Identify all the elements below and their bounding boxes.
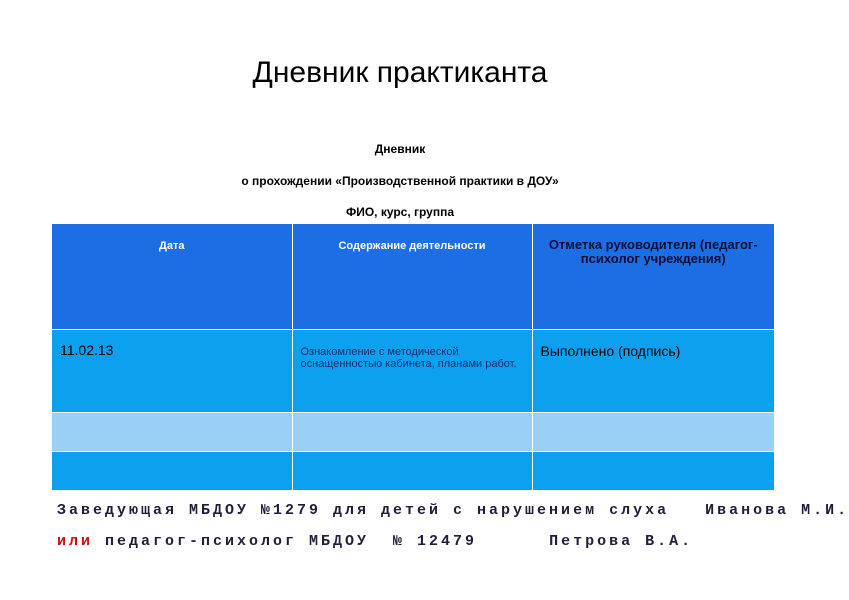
table-cell-content bbox=[292, 413, 532, 452]
diary-table bbox=[52, 224, 774, 490]
psychologist-position: педагог-психолог МБДОУ № 12479 bbox=[93, 533, 478, 550]
psychologist-name: Петрова В.А. bbox=[549, 533, 694, 550]
table-cell-mark bbox=[532, 452, 774, 491]
column-header-date: Дата bbox=[52, 224, 292, 330]
footer-line-head bbox=[57, 502, 849, 519]
head-name: Иванова М.И. bbox=[705, 502, 849, 519]
column-header-content: Содержание деятельности bbox=[292, 224, 532, 330]
table-cell-content: Ознакомление с методической оснащенностью кабинета, планами работ. bbox=[292, 330, 532, 413]
table-cell-content bbox=[292, 452, 532, 491]
table-cell-date bbox=[52, 413, 292, 452]
diary-subheading: о прохождении «Производственной практики в ДОУ» bbox=[241, 174, 559, 188]
table-cell-mark bbox=[532, 413, 774, 452]
diary-fio-line: ФИО, курс, группа bbox=[345, 205, 455, 219]
table-cell-mark: Выполнено (подпись) bbox=[532, 330, 774, 413]
head-position: Заведующая МБДОУ №1279 для детей с нарушением слуха bbox=[57, 502, 670, 519]
table-row bbox=[52, 413, 774, 452]
table-cell-date bbox=[52, 452, 292, 491]
or-label: или bbox=[57, 533, 94, 550]
column-header-supervisor-mark: Отметка руководителя (педагог-психолог учреждения) bbox=[532, 224, 774, 330]
table-row bbox=[52, 330, 774, 413]
page-title: Дневник практиканта bbox=[252, 56, 548, 89]
table-row bbox=[52, 452, 774, 491]
table-cell-date: 11.02.13 bbox=[52, 330, 292, 413]
table-header-row bbox=[52, 224, 774, 330]
footer-line-psychologist bbox=[57, 533, 693, 550]
diary-heading: Дневник bbox=[374, 142, 426, 156]
